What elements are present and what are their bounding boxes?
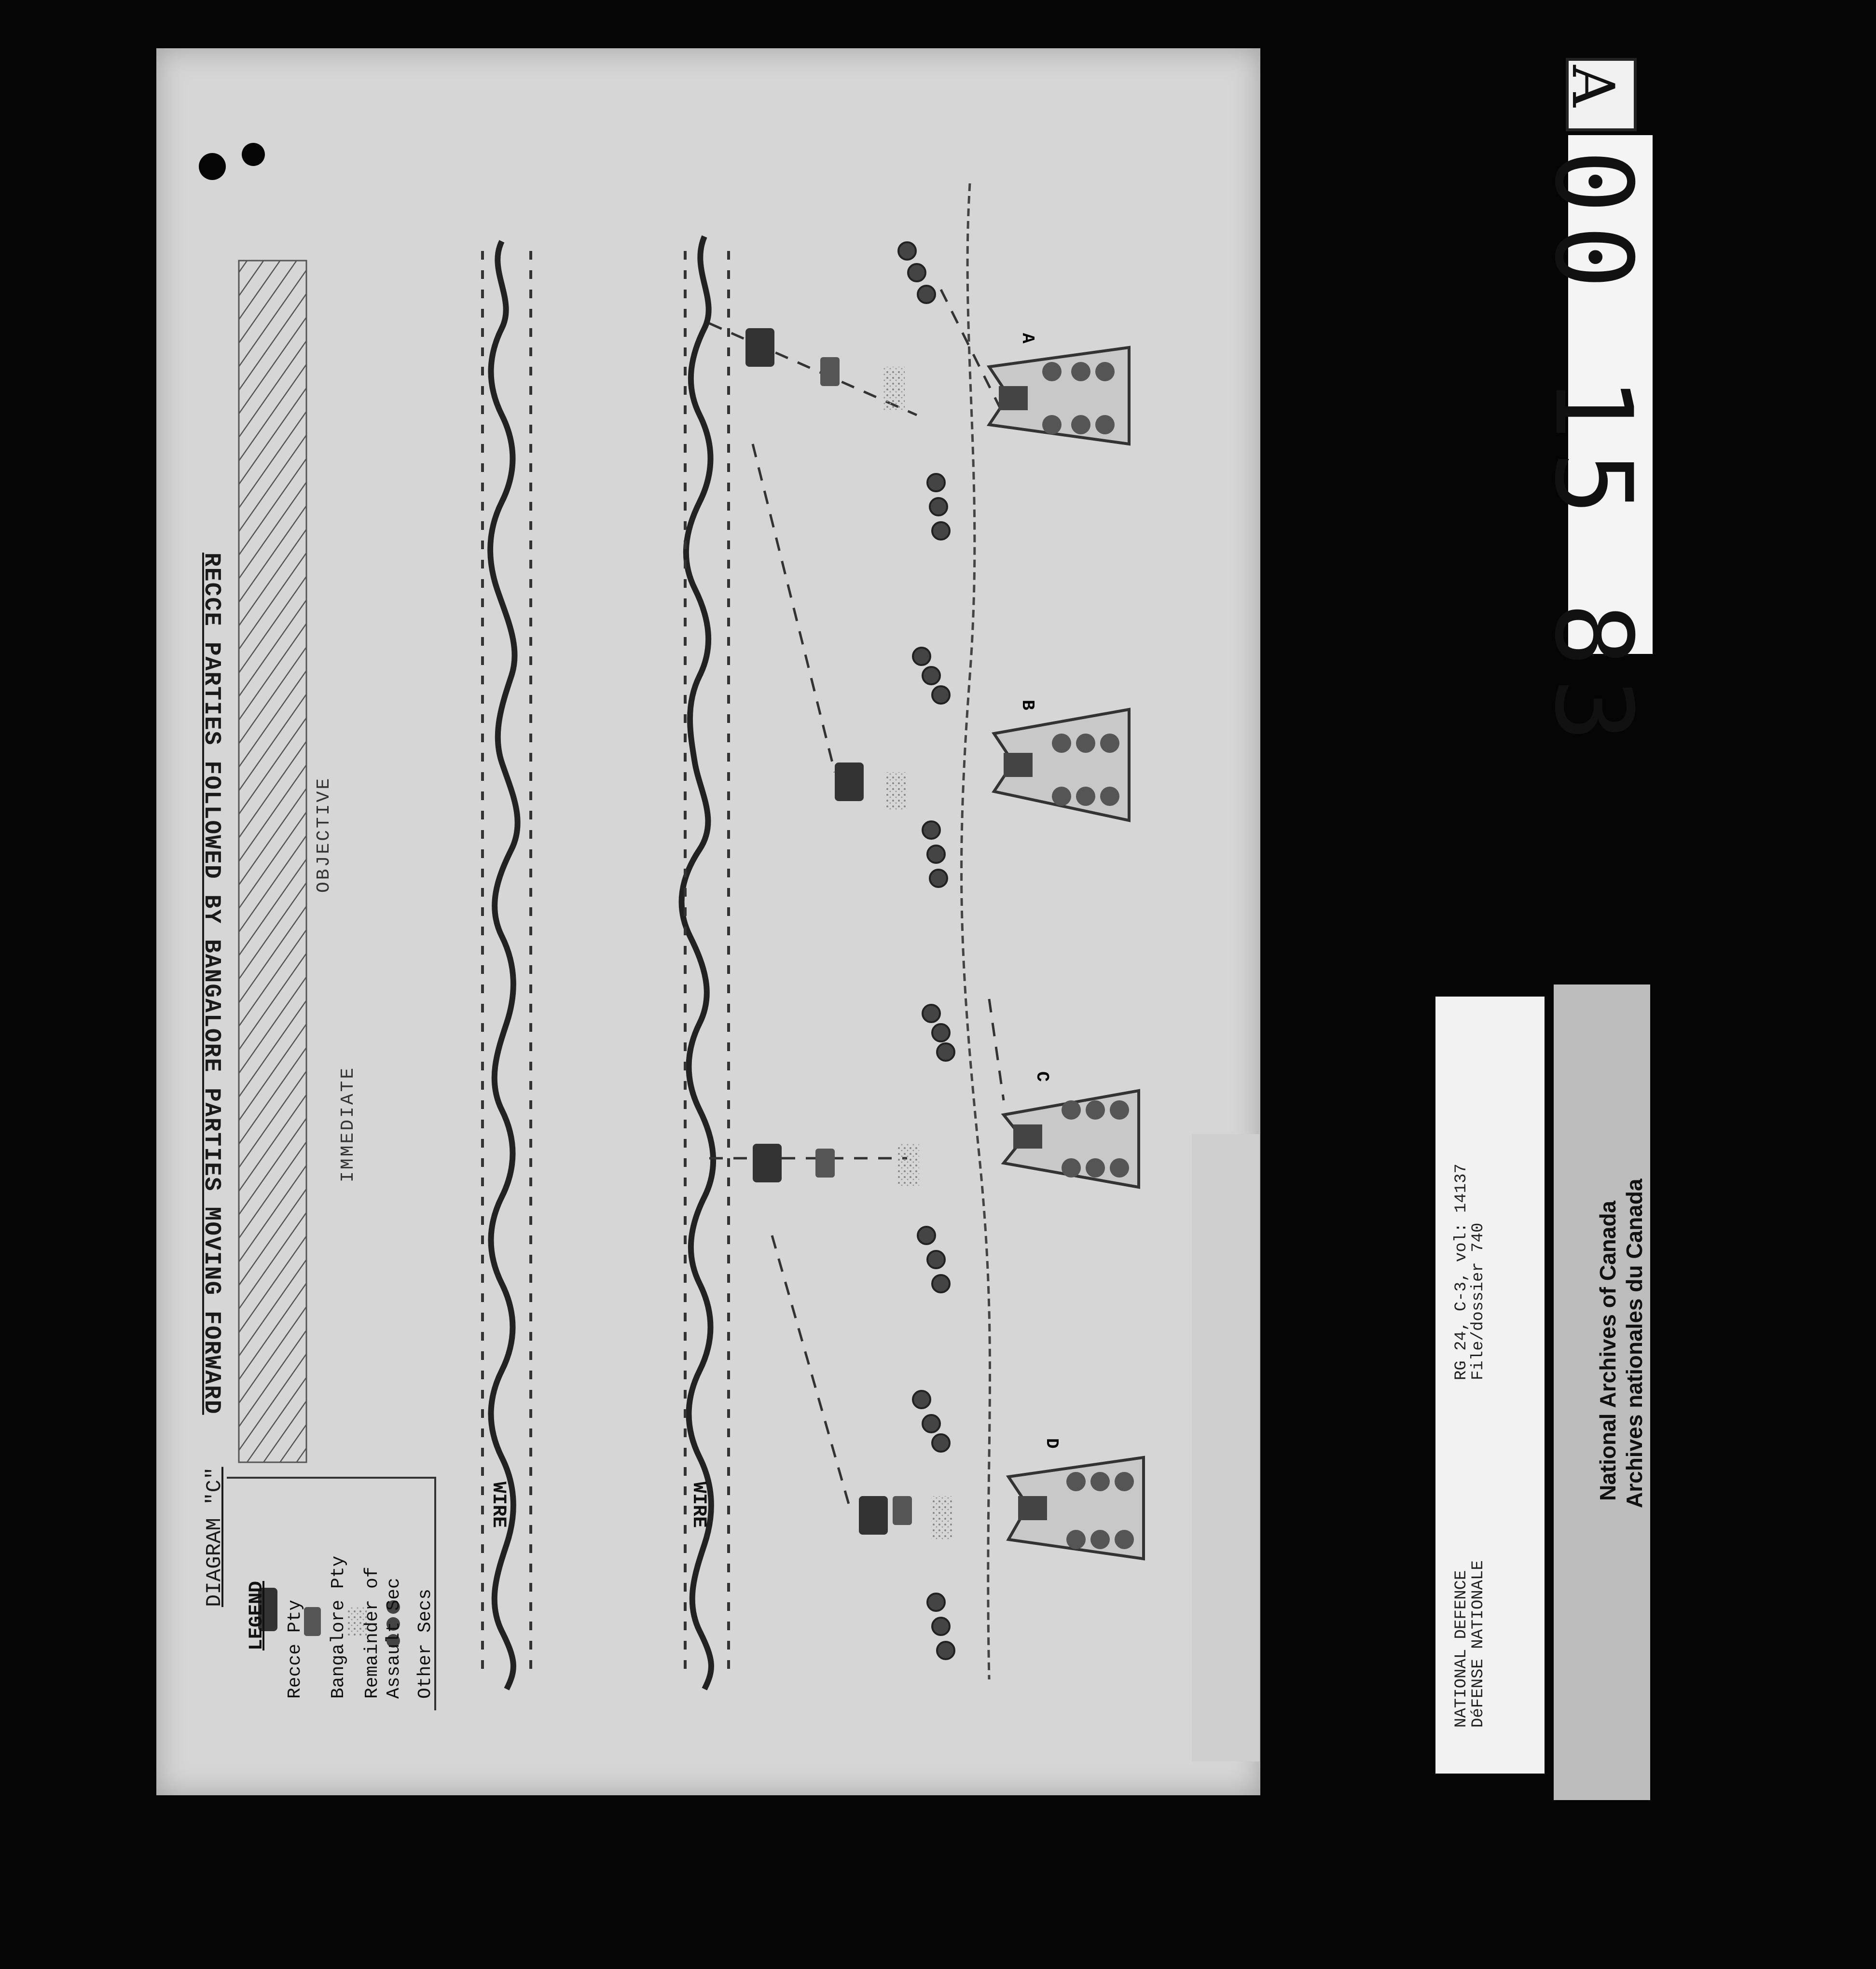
assault-boat-b [994,709,1129,820]
legend-recce-pty: Recce Pty [285,1599,305,1699]
rg-reference: RG 24, C-3, vol: 14137 [1452,1164,1471,1380]
boat-letter-d: D [1042,1438,1062,1449]
legend-assault-sec: Assault Sec [384,1578,404,1699]
movement-dashes [709,290,1004,1506]
wire-label-1: WIRE [487,1482,509,1528]
wire-line-1 [490,241,518,1689]
national-archives-fr: Archives nationales du Canada [1622,1179,1647,1508]
national-defence-card [1435,997,1545,1774]
objective-hatched-area [239,261,306,1462]
recce-and-bangalore-parties [745,328,953,1539]
assault-boat-d [1008,1457,1144,1559]
legend-remainder-of: Remainder of [362,1567,383,1699]
boat-letter-a: A [1018,333,1037,344]
legend-title: LEGEND [246,1581,268,1650]
file-dossier: File/dossier 740 [1469,1222,1488,1380]
objective-label: OBJECTIVE [314,776,334,893]
national-archives-en: National Archives of Canada [1595,1200,1620,1501]
other-sections [898,242,954,1659]
start-line [962,183,990,1679]
reel-number: 00 15 83 [1531,150,1655,754]
diagram-title: RECCE PARTIES FOLLOWED BY BANGALORE PARTIES MOVING FORWARD [198,553,224,1415]
punch-hole-1 [199,153,226,180]
wire-coil-texture [483,251,729,1679]
legend-other-secs: Other Secs [415,1588,436,1699]
boat-letter-b: B [1018,700,1037,710]
national-defence-en: NATIONAL DEFENCE [1452,1570,1471,1728]
reel-letter: A [1559,65,1626,107]
national-defence-fr: DéFENSE NATIONALE [1469,1560,1488,1728]
assault-boat-c [1004,1091,1139,1187]
punch-hole-2 [242,143,265,166]
diagram-label-c: DIAGRAM "C" [203,1467,227,1607]
legend-bangalore-pty: Bangalore Pty [328,1555,349,1699]
wire-label-2: WIRE [688,1482,709,1528]
assault-boat-a [989,347,1129,444]
boat-letter-c: C [1032,1071,1052,1082]
immediate-label: IMMEDIATE [338,1066,359,1182]
